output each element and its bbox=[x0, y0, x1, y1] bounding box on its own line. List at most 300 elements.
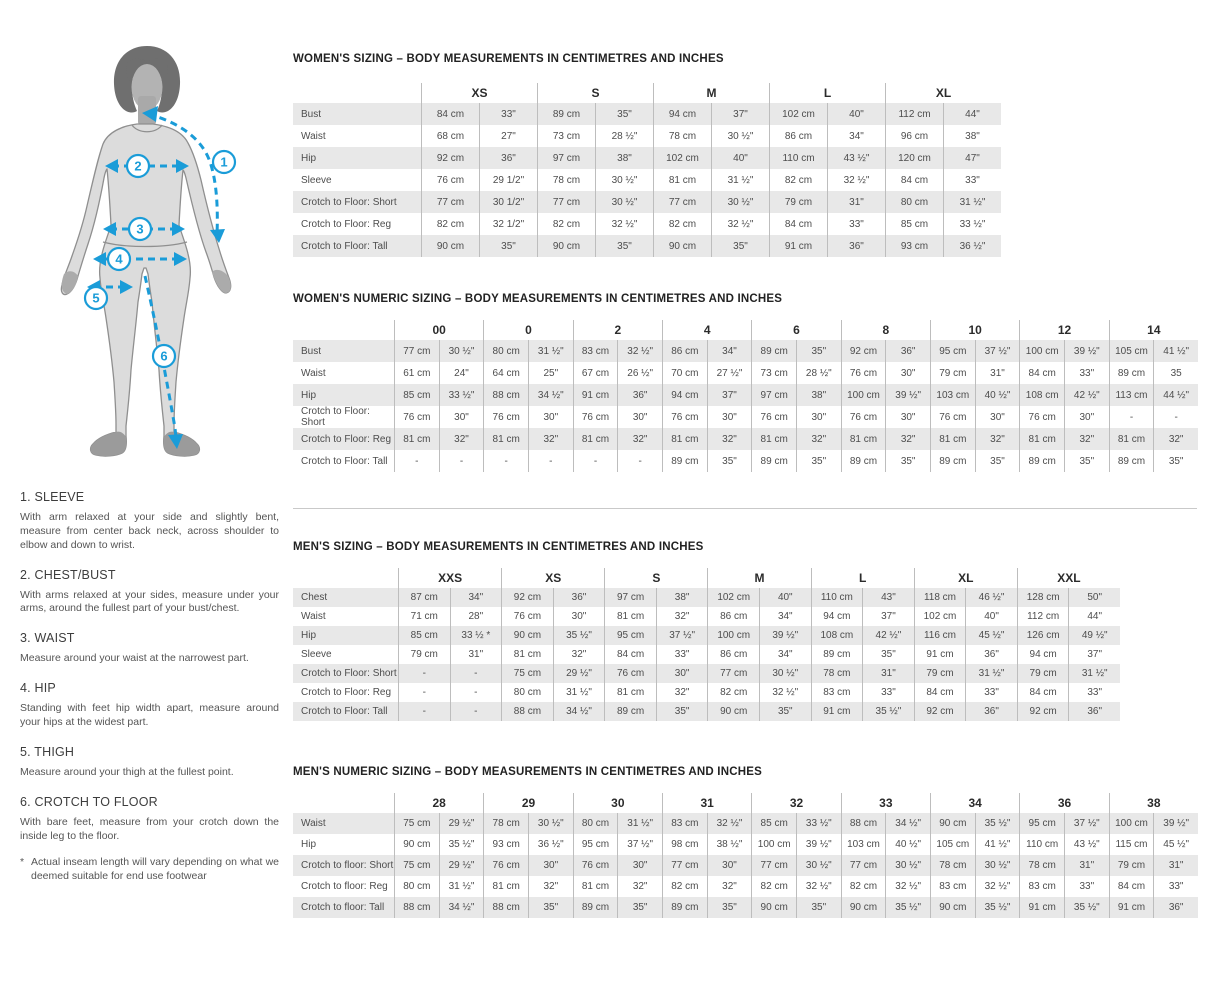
inch-value: - bbox=[450, 683, 502, 702]
cm-value: 83 cm bbox=[573, 340, 618, 362]
inch-value: 37 ½" bbox=[975, 340, 1020, 362]
size-column-header: 8 bbox=[841, 320, 930, 340]
inch-value: 28" bbox=[450, 607, 502, 626]
instruction-heading: 4. HIP bbox=[20, 681, 56, 696]
cm-value: 75 cm bbox=[394, 813, 439, 834]
cm-value: 89 cm bbox=[841, 450, 886, 472]
cm-value: 82 cm bbox=[769, 169, 827, 191]
row-label: Crotch to Floor: Short bbox=[301, 668, 397, 679]
row-label: Hip bbox=[301, 839, 317, 850]
cm-value: 81 cm bbox=[662, 428, 707, 450]
cm-value: 81 cm bbox=[653, 169, 711, 191]
cm-value: 90 cm bbox=[537, 235, 595, 257]
inch-value: 30 1/2" bbox=[479, 191, 537, 213]
inch-value: 32" bbox=[707, 428, 752, 450]
cm-value: 95 cm bbox=[573, 834, 618, 855]
cm-value: 102 cm bbox=[653, 147, 711, 169]
section-divider-line bbox=[293, 508, 1197, 509]
instruction-waist bbox=[20, 631, 279, 666]
cm-value: 102 cm bbox=[707, 588, 759, 607]
size-column-header: L bbox=[811, 568, 914, 588]
cm-value: 90 cm bbox=[930, 813, 975, 834]
mens-numeric-sizing-title: MEN'S NUMERIC SIZING – BODY MEASUREMENTS IN CENTIMETRES AND INCHES bbox=[293, 766, 762, 778]
cm-value: 93 cm bbox=[885, 235, 943, 257]
cm-value: 81 cm bbox=[483, 876, 528, 897]
inch-value: 35 bbox=[1153, 362, 1198, 384]
cm-value: 89 cm bbox=[1109, 450, 1154, 472]
inch-value: - bbox=[1153, 406, 1198, 428]
table-row bbox=[293, 103, 1001, 125]
cm-value: 90 cm bbox=[394, 834, 439, 855]
cm-value: 73 cm bbox=[537, 125, 595, 147]
inch-value: 30" bbox=[528, 855, 573, 876]
cm-value: 83 cm bbox=[662, 813, 707, 834]
inch-value: 35 ½" bbox=[862, 702, 914, 721]
row-label: Crotch to Floor: Reg bbox=[301, 687, 392, 698]
size-column-header: XL bbox=[885, 83, 1001, 103]
cm-value: 90 cm bbox=[421, 235, 479, 257]
cm-value: 90 cm bbox=[751, 897, 796, 918]
cm-value: 89 cm bbox=[1019, 450, 1064, 472]
cm-value: 81 cm bbox=[604, 683, 656, 702]
cm-value: 94 cm bbox=[1017, 645, 1069, 664]
instruction-crotch-to-floor bbox=[20, 795, 279, 844]
size-column-header: XXS bbox=[398, 568, 501, 588]
cm-value: 94 cm bbox=[662, 384, 707, 406]
inch-value: 40 ½" bbox=[975, 384, 1020, 406]
cm-value: 73 cm bbox=[751, 362, 796, 384]
cm-value: 95 cm bbox=[604, 626, 656, 645]
cm-value: 92 cm bbox=[914, 702, 966, 721]
cm-value: 91 cm bbox=[1109, 897, 1154, 918]
row-label: Chest bbox=[301, 592, 328, 603]
instruction-heading: 3. WAIST bbox=[20, 631, 75, 646]
inch-value: 35" bbox=[707, 897, 752, 918]
inch-value: 35" bbox=[479, 235, 537, 257]
cm-value: 76 cm bbox=[930, 406, 975, 428]
inch-value: 31" bbox=[1064, 855, 1109, 876]
inch-value: 27 ½" bbox=[707, 362, 752, 384]
cm-value: 81 cm bbox=[930, 428, 975, 450]
inch-value: 33" bbox=[1153, 876, 1198, 897]
inch-value: 39 ½" bbox=[1153, 813, 1198, 834]
cm-value: 85 cm bbox=[394, 384, 439, 406]
inch-value: 34 ½" bbox=[439, 897, 484, 918]
instruction-body: Measure around your thigh at the fullest point. bbox=[20, 765, 234, 778]
row-label: Hip bbox=[301, 389, 317, 401]
inch-value: 50" bbox=[1068, 588, 1120, 607]
inch-value: - bbox=[450, 702, 502, 721]
inch-value: 29 ½" bbox=[553, 664, 605, 683]
cm-value: 80 cm bbox=[573, 813, 618, 834]
inch-value: 35" bbox=[796, 340, 841, 362]
inch-value: 40" bbox=[827, 103, 885, 125]
table-row bbox=[293, 855, 1198, 876]
inch-value: 35" bbox=[1064, 450, 1109, 472]
badge-6: 6 bbox=[160, 348, 168, 364]
cm-value: 78 cm bbox=[653, 125, 711, 147]
cm-value: 83 cm bbox=[930, 876, 975, 897]
size-column-header: 10 bbox=[930, 320, 1019, 340]
mens-sizing-table bbox=[293, 568, 1120, 721]
inch-value: 33 ½" bbox=[439, 384, 484, 406]
cm-value: 96 cm bbox=[885, 125, 943, 147]
inch-value: 32 ½" bbox=[975, 876, 1020, 897]
inch-value: 39 ½" bbox=[885, 384, 930, 406]
table-row bbox=[293, 876, 1198, 897]
cm-value: 100 cm bbox=[1019, 340, 1064, 362]
cm-value: 105 cm bbox=[1109, 340, 1154, 362]
inch-value: - bbox=[450, 664, 502, 683]
inch-value: 32 ½" bbox=[759, 683, 811, 702]
inch-value: 30" bbox=[885, 406, 930, 428]
inch-value: 30" bbox=[553, 607, 605, 626]
inch-value: 36" bbox=[965, 702, 1017, 721]
size-column-header: 14 bbox=[1109, 320, 1198, 340]
table-header-row bbox=[293, 568, 1120, 588]
inch-value: 33" bbox=[943, 169, 1001, 191]
size-column-header: 0 bbox=[483, 320, 572, 340]
inch-value: 30" bbox=[617, 406, 662, 428]
inch-value: 39 ½" bbox=[759, 626, 811, 645]
inch-value: 31" bbox=[827, 191, 885, 213]
inch-value: 33 ½ * bbox=[450, 626, 502, 645]
inch-value: 37" bbox=[862, 607, 914, 626]
inch-value: 40" bbox=[759, 588, 811, 607]
cm-value: 113 cm bbox=[1109, 384, 1154, 406]
cm-value: 90 cm bbox=[707, 702, 759, 721]
cm-value: 82 cm bbox=[653, 213, 711, 235]
row-label: Bust bbox=[301, 345, 322, 357]
cm-value: 95 cm bbox=[1019, 813, 1064, 834]
size-column-header: S bbox=[537, 83, 653, 103]
cm-value: 76 cm bbox=[573, 406, 618, 428]
cm-value: 81 cm bbox=[483, 428, 528, 450]
cm-value: 77 cm bbox=[841, 855, 886, 876]
inch-value: 35" bbox=[617, 897, 662, 918]
inch-value: 35" bbox=[759, 702, 811, 721]
cm-value: 91 cm bbox=[1019, 897, 1064, 918]
inch-value: 30" bbox=[975, 406, 1020, 428]
row-label: Waist bbox=[301, 611, 326, 622]
cm-value: 88 cm bbox=[483, 897, 528, 918]
womens-numeric-sizing-table bbox=[293, 320, 1198, 472]
inch-value: 38" bbox=[595, 147, 653, 169]
size-column-header: XS bbox=[421, 83, 537, 103]
cm-value: 112 cm bbox=[1017, 607, 1069, 626]
inch-value: 33" bbox=[1068, 683, 1120, 702]
table-row bbox=[293, 588, 1120, 607]
inch-value: 36" bbox=[885, 340, 930, 362]
badge-4: 4 bbox=[115, 251, 123, 267]
cm-value: 84 cm bbox=[604, 645, 656, 664]
inch-value: 41 ½" bbox=[1153, 340, 1198, 362]
size-column-header: XL bbox=[914, 568, 1017, 588]
inch-value: 38" bbox=[656, 588, 708, 607]
cm-value: 85 cm bbox=[885, 213, 943, 235]
table-corner-cell bbox=[293, 83, 421, 103]
inch-value: 39 ½" bbox=[796, 834, 841, 855]
inch-value: 44" bbox=[943, 103, 1001, 125]
instruction-heading: 5. THIGH bbox=[20, 744, 75, 759]
row-label: Waist bbox=[301, 367, 326, 379]
inch-value: 31" bbox=[862, 664, 914, 683]
cm-value: 80 cm bbox=[394, 876, 439, 897]
cm-value: 78 cm bbox=[1019, 855, 1064, 876]
row-label: Crotch to Floor: Tall bbox=[301, 706, 388, 717]
inch-value: 31 ½" bbox=[617, 813, 662, 834]
cm-value: 85 cm bbox=[398, 626, 450, 645]
cm-value: 77 cm bbox=[653, 191, 711, 213]
inch-value: 29 ½" bbox=[439, 813, 484, 834]
table-row bbox=[293, 213, 1001, 235]
instruction-sleeve bbox=[20, 490, 279, 553]
size-column-header: 33 bbox=[841, 793, 930, 813]
cm-value: 97 cm bbox=[604, 588, 656, 607]
inch-value: 36" bbox=[553, 588, 605, 607]
inch-value: 30 ½" bbox=[595, 191, 653, 213]
cm-value: 120 cm bbox=[885, 147, 943, 169]
row-label: Crotch to Floor: Reg bbox=[301, 218, 392, 230]
instruction-chest-bust bbox=[20, 568, 279, 617]
cm-value: 85 cm bbox=[751, 813, 796, 834]
row-label: Crotch to floor: Reg bbox=[301, 881, 388, 892]
cm-value: 116 cm bbox=[914, 626, 966, 645]
inch-value: 31 ½" bbox=[439, 876, 484, 897]
inch-value: 31 ½" bbox=[553, 683, 605, 702]
inch-value: 33" bbox=[479, 103, 537, 125]
cm-value: 83 cm bbox=[811, 683, 863, 702]
inch-value: 36" bbox=[479, 147, 537, 169]
cm-value: 78 cm bbox=[930, 855, 975, 876]
cm-value: 92 cm bbox=[1017, 702, 1069, 721]
size-column-header: 36 bbox=[1019, 793, 1108, 813]
cm-value: 68 cm bbox=[421, 125, 479, 147]
size-column-header: 30 bbox=[573, 793, 662, 813]
cm-value: 89 cm bbox=[604, 702, 656, 721]
inch-value: - bbox=[528, 450, 573, 472]
cm-value: 89 cm bbox=[537, 103, 595, 125]
cm-value: 70 cm bbox=[662, 362, 707, 384]
inch-value: 35 ½" bbox=[1064, 897, 1109, 918]
badge-1: 1 bbox=[220, 154, 228, 170]
inch-value: 35 ½" bbox=[975, 897, 1020, 918]
inch-value: 36" bbox=[1153, 897, 1198, 918]
inch-value: 31" bbox=[975, 362, 1020, 384]
inch-value: - bbox=[439, 450, 484, 472]
size-column-header: S bbox=[604, 568, 707, 588]
table-row bbox=[293, 813, 1198, 834]
cm-value: 61 cm bbox=[394, 362, 439, 384]
inch-value: 34 ½" bbox=[528, 384, 573, 406]
row-label: Hip bbox=[301, 152, 317, 164]
cm-value: 88 cm bbox=[841, 813, 886, 834]
cm-value: 84 cm bbox=[1017, 683, 1069, 702]
inch-value: 32" bbox=[656, 683, 708, 702]
inch-value: 35 ½" bbox=[975, 813, 1020, 834]
size-column-header: 2 bbox=[573, 320, 662, 340]
cm-value: 91 cm bbox=[914, 645, 966, 664]
inch-value: 45 ½" bbox=[1153, 834, 1198, 855]
instruction-thigh bbox=[20, 745, 279, 780]
size-column-header: XS bbox=[501, 568, 604, 588]
table-row bbox=[293, 626, 1120, 645]
cm-value: 80 cm bbox=[885, 191, 943, 213]
inch-value: 46 ½" bbox=[965, 588, 1017, 607]
table-row bbox=[293, 384, 1198, 406]
cm-value: - bbox=[394, 450, 439, 472]
table-row bbox=[293, 147, 1001, 169]
cm-value: 128 cm bbox=[1017, 588, 1069, 607]
table-corner-cell bbox=[293, 793, 394, 813]
inch-value: 31 ½" bbox=[528, 340, 573, 362]
footnote-asterisk: * bbox=[20, 856, 25, 869]
table-header-row bbox=[293, 793, 1198, 813]
table-row bbox=[293, 340, 1198, 362]
inch-value: 30 ½" bbox=[796, 855, 841, 876]
cm-value: 89 cm bbox=[662, 897, 707, 918]
cm-value: - bbox=[573, 450, 618, 472]
cm-value: 90 cm bbox=[930, 897, 975, 918]
table-row bbox=[293, 235, 1001, 257]
table-row bbox=[293, 683, 1120, 702]
mens-numeric-sizing-table bbox=[293, 793, 1198, 918]
row-label: Waist bbox=[301, 130, 326, 142]
measurement-figure bbox=[60, 30, 290, 465]
cm-value: 105 cm bbox=[930, 834, 975, 855]
inch-value: 33" bbox=[827, 213, 885, 235]
cm-value: 79 cm bbox=[914, 664, 966, 683]
mens-sizing-title: MEN'S SIZING – BODY MEASUREMENTS IN CENTIMETRES AND INCHES bbox=[293, 541, 704, 553]
cm-value: 102 cm bbox=[914, 607, 966, 626]
cm-value: 81 cm bbox=[501, 645, 553, 664]
inch-value: 36 ½" bbox=[943, 235, 1001, 257]
cm-value: 78 cm bbox=[537, 169, 595, 191]
inch-value: 32 ½" bbox=[711, 213, 769, 235]
badge-2: 2 bbox=[134, 158, 142, 174]
inch-value: 25" bbox=[528, 362, 573, 384]
cm-value: 78 cm bbox=[483, 813, 528, 834]
inch-value: 31 ½" bbox=[711, 169, 769, 191]
inch-value: 30 ½" bbox=[885, 855, 930, 876]
cm-value: 77 cm bbox=[707, 664, 759, 683]
inch-value: 30" bbox=[885, 362, 930, 384]
inch-value: 35 ½" bbox=[885, 897, 930, 918]
inch-value: 42 ½" bbox=[862, 626, 914, 645]
cm-value: 97 cm bbox=[751, 384, 796, 406]
cm-value: 79 cm bbox=[1017, 664, 1069, 683]
table-row bbox=[293, 362, 1198, 384]
cm-value: 89 cm bbox=[1109, 362, 1154, 384]
inch-value: 35" bbox=[862, 645, 914, 664]
inch-value: 41 ½" bbox=[975, 834, 1020, 855]
table-row bbox=[293, 450, 1198, 472]
table-row bbox=[293, 428, 1198, 450]
inch-value: 37" bbox=[1068, 645, 1120, 664]
inch-value: 30 ½" bbox=[759, 664, 811, 683]
inch-value: 33" bbox=[656, 645, 708, 664]
inseam-footnote bbox=[20, 856, 279, 884]
inch-value: 36" bbox=[1068, 702, 1120, 721]
table-row bbox=[293, 607, 1120, 626]
inch-value: 45 ½" bbox=[965, 626, 1017, 645]
cm-value: 75 cm bbox=[501, 664, 553, 683]
inch-value: 31" bbox=[450, 645, 502, 664]
cm-value: 76 cm bbox=[421, 169, 479, 191]
inch-value: 32 ½" bbox=[885, 876, 930, 897]
row-label: Crotch to floor: Short bbox=[301, 860, 394, 871]
inch-value: 36 ½" bbox=[528, 834, 573, 855]
inch-value: 32 ½" bbox=[617, 340, 662, 362]
inch-value: 30" bbox=[1064, 406, 1109, 428]
cm-value: 76 cm bbox=[573, 855, 618, 876]
inch-value: 39 ½" bbox=[1064, 340, 1109, 362]
inch-value: 38 ½" bbox=[707, 834, 752, 855]
inch-value: 32" bbox=[885, 428, 930, 450]
inch-value: 40 ½" bbox=[885, 834, 930, 855]
cm-value: 76 cm bbox=[841, 362, 886, 384]
cm-value: 86 cm bbox=[707, 645, 759, 664]
inch-value: 32" bbox=[617, 876, 662, 897]
inch-value: 35 ½" bbox=[553, 626, 605, 645]
inch-value: 32 ½" bbox=[707, 813, 752, 834]
cm-value: 76 cm bbox=[483, 855, 528, 876]
inch-value: 30 ½" bbox=[528, 813, 573, 834]
row-label: Crotch to Floor: Tall bbox=[301, 240, 388, 252]
inch-value: 33 ½" bbox=[796, 813, 841, 834]
cm-value: 100 cm bbox=[1109, 813, 1154, 834]
inch-value: 32 ½" bbox=[827, 169, 885, 191]
womens-sizing-table bbox=[293, 83, 1001, 257]
inch-value: 33 ½" bbox=[943, 213, 1001, 235]
inch-value: 32 ½" bbox=[595, 213, 653, 235]
table-row bbox=[293, 897, 1198, 918]
cm-value: 100 cm bbox=[841, 384, 886, 406]
inch-value: 28 ½" bbox=[796, 362, 841, 384]
instruction-hip bbox=[20, 681, 279, 730]
cm-value: 108 cm bbox=[1019, 384, 1064, 406]
cm-value: 93 cm bbox=[483, 834, 528, 855]
cm-value: 81 cm bbox=[573, 428, 618, 450]
cm-value: 81 cm bbox=[573, 876, 618, 897]
cm-value: 110 cm bbox=[811, 588, 863, 607]
inch-value: 49 ½" bbox=[1068, 626, 1120, 645]
cm-value: 92 cm bbox=[421, 147, 479, 169]
size-column-header: 29 bbox=[483, 793, 572, 813]
cm-value: 76 cm bbox=[501, 607, 553, 626]
cm-value: 86 cm bbox=[707, 607, 759, 626]
size-column-header: XXL bbox=[1017, 568, 1120, 588]
cm-value: 89 cm bbox=[811, 645, 863, 664]
inch-value: 30" bbox=[707, 406, 752, 428]
table-header-row bbox=[293, 83, 1001, 103]
inch-value: 29 1/2" bbox=[479, 169, 537, 191]
cm-value: 76 cm bbox=[841, 406, 886, 428]
cm-value: 76 cm bbox=[1019, 406, 1064, 428]
instruction-body: Measure around your waist at the narrowest part. bbox=[20, 652, 249, 665]
cm-value: 82 cm bbox=[537, 213, 595, 235]
cm-value: 100 cm bbox=[707, 626, 759, 645]
table-row bbox=[293, 406, 1198, 428]
cm-value: 87 cm bbox=[398, 588, 450, 607]
inch-value: 43" bbox=[862, 588, 914, 607]
inch-value: 38" bbox=[796, 384, 841, 406]
cm-value: 91 cm bbox=[573, 384, 618, 406]
size-column-header: L bbox=[769, 83, 885, 103]
cm-value: 67 cm bbox=[573, 362, 618, 384]
cm-value: 95 cm bbox=[930, 340, 975, 362]
inch-value: 34 ½" bbox=[885, 813, 930, 834]
